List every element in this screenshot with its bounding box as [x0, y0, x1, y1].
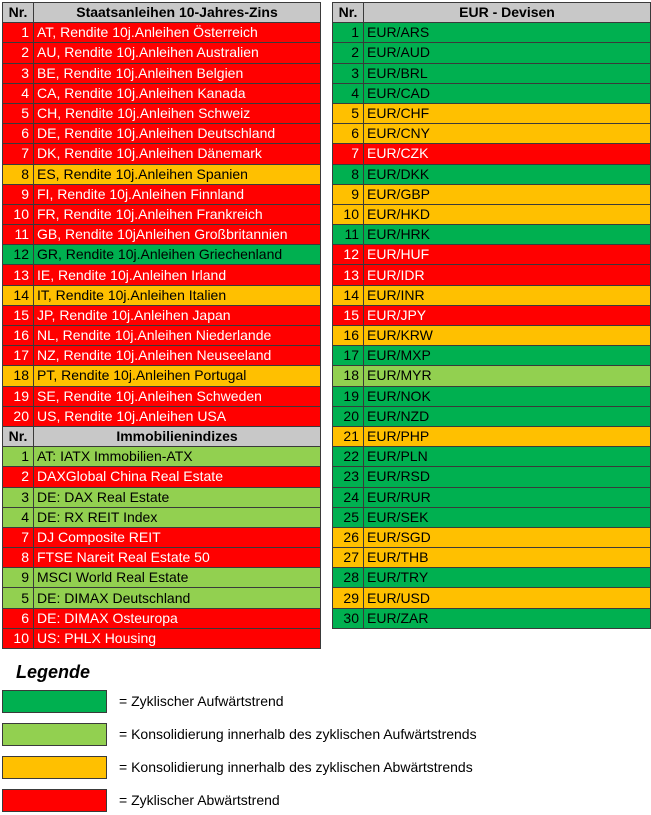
row-number: 10	[333, 204, 364, 224]
legend-label: = Zyklischer Abwärtstrend	[119, 792, 280, 808]
fx-row	[333, 608, 651, 628]
legend-item	[2, 789, 642, 815]
bond-row	[3, 285, 321, 305]
row-name: EUR/THB	[364, 548, 651, 568]
row-number: 20	[333, 406, 364, 426]
row-number: 6	[3, 124, 34, 144]
row-name: GR, Rendite 10j.Anleihen Griechenland	[34, 245, 321, 265]
fx-row	[333, 487, 651, 507]
bond-row	[3, 305, 321, 325]
fx-row	[333, 467, 651, 487]
fx-row	[333, 366, 651, 386]
bond-row	[3, 23, 321, 43]
fx-row	[333, 406, 651, 426]
real-estate-row	[3, 608, 321, 628]
real-estate-header-title: Immobilienindizes	[34, 426, 321, 446]
row-name: DK, Rendite 10j.Anleihen Dänemark	[34, 144, 321, 164]
row-number: 26	[333, 527, 364, 547]
bond-row	[3, 265, 321, 285]
row-name: IT, Rendite 10j.Anleihen Italien	[34, 285, 321, 305]
fx-row	[333, 285, 651, 305]
row-name: GB, Rendite 10jAnleihen Großbritannien	[34, 225, 321, 245]
row-number: 13	[3, 265, 34, 285]
fx-row	[333, 265, 651, 285]
real-estate-row	[3, 467, 321, 487]
row-name: DAXGlobal China Real Estate	[34, 467, 321, 487]
legend-item	[2, 690, 642, 716]
fx-header-row	[333, 3, 651, 23]
fx-row	[333, 164, 651, 184]
row-name: JP, Rendite 10j.Anleihen Japan	[34, 305, 321, 325]
row-number: 22	[333, 447, 364, 467]
row-name: DE: DAX Real Estate	[34, 487, 321, 507]
row-name: EUR/ARS	[364, 23, 651, 43]
real-estate-row	[3, 628, 321, 648]
row-number: 5	[333, 103, 364, 123]
fx-row	[333, 103, 651, 123]
fx-row	[333, 527, 651, 547]
row-name: EUR/NZD	[364, 406, 651, 426]
legend-swatch-red	[2, 789, 107, 812]
row-name: AT, Rendite 10j.Anleihen Österreich	[34, 23, 321, 43]
row-number: 4	[3, 83, 34, 103]
row-name: EUR/BRL	[364, 63, 651, 83]
fx-row	[333, 346, 651, 366]
bond-row	[3, 245, 321, 265]
bond-row	[3, 386, 321, 406]
legend-label: = Zyklischer Aufwärtstrend	[119, 693, 284, 709]
row-number: 7	[3, 144, 34, 164]
row-name: DE, Rendite 10j.Anleihen Deutschland	[34, 124, 321, 144]
row-number: 24	[333, 487, 364, 507]
real-estate-row	[3, 568, 321, 588]
row-number: 9	[3, 568, 34, 588]
row-name: EUR/DKK	[364, 164, 651, 184]
row-number: 7	[3, 527, 34, 547]
bond-row	[3, 204, 321, 224]
row-number: 1	[333, 23, 364, 43]
fx-row	[333, 63, 651, 83]
row-number: 8	[3, 164, 34, 184]
row-number: 14	[3, 285, 34, 305]
row-number: 1	[3, 447, 34, 467]
legend-label: = Konsolidierung innerhalb des zyklischen Aufwärtstrends	[119, 726, 477, 742]
row-name: PT, Rendite 10j.Anleihen Portugal	[34, 366, 321, 386]
row-name: MSCI World Real Estate	[34, 568, 321, 588]
row-number: 28	[333, 568, 364, 588]
row-name: BE, Rendite 10j.Anleihen Belgien	[34, 63, 321, 83]
fx-row	[333, 507, 651, 527]
row-name: EUR/AUD	[364, 43, 651, 63]
real-estate-row	[3, 507, 321, 527]
legend-title: Legende	[16, 662, 91, 682]
row-name: IE, Rendite 10j.Anleihen Irland	[34, 265, 321, 285]
fx-row	[333, 245, 651, 265]
row-number: 6	[333, 124, 364, 144]
bonds-table-body	[3, 23, 321, 427]
row-name: EUR/JPY	[364, 305, 651, 325]
bonds-header-nr: Nr.	[3, 3, 34, 23]
row-number: 21	[333, 426, 364, 446]
row-name: FI, Rendite 10j.Anleihen Finnland	[34, 184, 321, 204]
real-estate-header-row	[3, 426, 321, 446]
row-name: EUR/SGD	[364, 527, 651, 547]
fx-header-title: EUR - Devisen	[364, 3, 651, 23]
row-number: 20	[3, 406, 34, 426]
row-number: 18	[3, 366, 34, 386]
left-table	[2, 2, 321, 649]
row-name: EUR/HUF	[364, 245, 651, 265]
row-number: 16	[3, 326, 34, 346]
row-number: 3	[333, 63, 364, 83]
row-number: 2	[3, 467, 34, 487]
fx-row	[333, 426, 651, 446]
bond-row	[3, 43, 321, 63]
bond-row	[3, 83, 321, 103]
row-number: 27	[333, 548, 364, 568]
row-name: DE: DIMAX Osteuropa	[34, 608, 321, 628]
row-number: 19	[333, 386, 364, 406]
row-name: US, Rendite 10j.Anleihen USA	[34, 406, 321, 426]
row-name: EUR/PLN	[364, 447, 651, 467]
real-estate-row	[3, 548, 321, 568]
row-number: 11	[333, 225, 364, 245]
row-name: NZ, Rendite 10j.Anleihen Neuseeland	[34, 346, 321, 366]
fx-row	[333, 43, 651, 63]
fx-row	[333, 124, 651, 144]
row-name: FR, Rendite 10j.Anleihen Frankreich	[34, 204, 321, 224]
row-number: 10	[3, 628, 34, 648]
row-name: DJ Composite REIT	[34, 527, 321, 547]
bond-row	[3, 63, 321, 83]
row-name: EUR/CNY	[364, 124, 651, 144]
row-number: 13	[333, 265, 364, 285]
row-number: 18	[333, 366, 364, 386]
bonds-header-row	[3, 3, 321, 23]
row-number: 23	[333, 467, 364, 487]
row-number: 7	[333, 144, 364, 164]
legend-swatch-orange	[2, 756, 107, 779]
row-name: US: PHLX Housing	[34, 628, 321, 648]
row-name: EUR/MYR	[364, 366, 651, 386]
fx-row	[333, 548, 651, 568]
legend-swatch-light-green	[2, 723, 107, 746]
row-number: 3	[3, 63, 34, 83]
real-estate-row	[3, 487, 321, 507]
row-number: 2	[3, 43, 34, 63]
row-name: ES, Rendite 10j.Anleihen Spanien	[34, 164, 321, 184]
row-name: DE: RX REIT Index	[34, 507, 321, 527]
fx-header-nr: Nr.	[333, 3, 364, 23]
fx-row	[333, 588, 651, 608]
row-number: 12	[3, 245, 34, 265]
row-name: EUR/RSD	[364, 467, 651, 487]
row-number: 11	[3, 225, 34, 245]
fx-row	[333, 144, 651, 164]
fx-row	[333, 23, 651, 43]
row-number: 4	[3, 507, 34, 527]
row-number: 1	[3, 23, 34, 43]
row-number: 5	[3, 588, 34, 608]
fx-row	[333, 83, 651, 103]
row-name: EUR/CAD	[364, 83, 651, 103]
legend-item	[2, 756, 642, 782]
row-name: CH, Rendite 10j.Anleihen Schweiz	[34, 103, 321, 123]
bonds-header-title: Staatsanleihen 10-Jahres-Zins	[34, 3, 321, 23]
row-name: EUR/IDR	[364, 265, 651, 285]
real-estate-row	[3, 588, 321, 608]
row-number: 9	[333, 184, 364, 204]
row-number: 4	[333, 83, 364, 103]
row-name: EUR/KRW	[364, 326, 651, 346]
bond-row	[3, 346, 321, 366]
row-number: 6	[3, 608, 34, 628]
real-estate-header-nr: Nr.	[3, 426, 34, 446]
legend-item	[2, 723, 642, 749]
row-number: 15	[333, 305, 364, 325]
bond-row	[3, 144, 321, 164]
row-name: EUR/PHP	[364, 426, 651, 446]
legend-label: = Konsolidierung innerhalb des zyklischen Abwärtstrends	[119, 759, 473, 775]
bond-row	[3, 124, 321, 144]
row-number: 17	[3, 346, 34, 366]
row-number: 8	[3, 548, 34, 568]
bond-row	[3, 225, 321, 245]
row-number: 17	[333, 346, 364, 366]
row-name: EUR/USD	[364, 588, 651, 608]
row-name: EUR/NOK	[364, 386, 651, 406]
row-name: EUR/SEK	[364, 507, 651, 527]
legend-swatch-dark-green	[2, 690, 107, 713]
row-name: EUR/RUR	[364, 487, 651, 507]
fx-row	[333, 568, 651, 588]
fx-row	[333, 326, 651, 346]
row-number: 9	[3, 184, 34, 204]
fx-table-body	[333, 23, 651, 629]
row-number: 29	[333, 588, 364, 608]
row-name: AT: IATX Immobilien-ATX	[34, 447, 321, 467]
real-estate-row	[3, 527, 321, 547]
row-number: 25	[333, 507, 364, 527]
row-name: NL, Rendite 10j.Anleihen Niederlande	[34, 326, 321, 346]
fx-row	[333, 204, 651, 224]
row-name: DE: DIMAX Deutschland	[34, 588, 321, 608]
fx-table	[332, 2, 651, 629]
fx-row	[333, 386, 651, 406]
fx-row	[333, 184, 651, 204]
row-number: 12	[333, 245, 364, 265]
row-number: 14	[333, 285, 364, 305]
row-number: 3	[3, 487, 34, 507]
row-number: 2	[333, 43, 364, 63]
row-number: 10	[3, 204, 34, 224]
row-name: EUR/HRK	[364, 225, 651, 245]
row-number: 15	[3, 305, 34, 325]
bond-row	[3, 406, 321, 426]
real-estate-table-body	[3, 447, 321, 649]
row-name: EUR/INR	[364, 285, 651, 305]
fx-row	[333, 305, 651, 325]
bond-row	[3, 103, 321, 123]
row-name: EUR/CZK	[364, 144, 651, 164]
fx-row	[333, 225, 651, 245]
row-number: 8	[333, 164, 364, 184]
bond-row	[3, 164, 321, 184]
row-name: EUR/MXP	[364, 346, 651, 366]
fx-row	[333, 447, 651, 467]
row-name: SE, Rendite 10j.Anleihen Schweden	[34, 386, 321, 406]
row-name: EUR/CHF	[364, 103, 651, 123]
row-name: AU, Rendite 10j.Anleihen Australien	[34, 43, 321, 63]
row-name: CA, Rendite 10j.Anleihen Kanada	[34, 83, 321, 103]
row-name: EUR/ZAR	[364, 608, 651, 628]
row-number: 30	[333, 608, 364, 628]
real-estate-row	[3, 447, 321, 467]
row-name: EUR/HKD	[364, 204, 651, 224]
row-name: FTSE Nareit Real Estate 50	[34, 548, 321, 568]
row-number: 19	[3, 386, 34, 406]
row-number: 16	[333, 326, 364, 346]
row-name: EUR/GBP	[364, 184, 651, 204]
bond-row	[3, 326, 321, 346]
row-number: 5	[3, 103, 34, 123]
bond-row	[3, 366, 321, 386]
row-name: EUR/TRY	[364, 568, 651, 588]
bond-row	[3, 184, 321, 204]
